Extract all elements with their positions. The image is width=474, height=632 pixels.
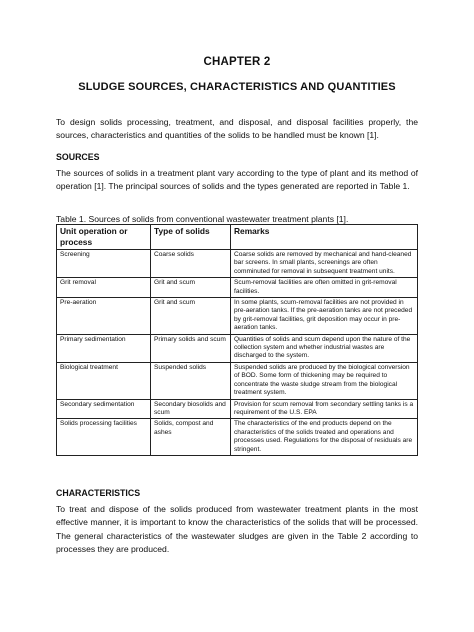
sources-table: [56, 224, 418, 456]
table-cell: Coarse solids: [151, 250, 231, 278]
chapter-title: SLUDGE SOURCES, CHARACTERISTICS AND QUANTITIES: [78, 81, 396, 93]
table-cell: Coarse solids are removed by mechanical and hand-cleaned bar screens. In small plants, screenings are often comminuted for removal in subsequent treatment units.: [231, 250, 418, 278]
table-cell: Grit removal: [57, 278, 151, 298]
table-cell: Quantities of solids and scum depend upon the nature of the collection system and whether industrial wastes are discharged to the system.: [231, 334, 418, 362]
table-cell: Scum-removal facilities are often omitted in grit-removal facilities.: [231, 278, 418, 298]
table-cell: Suspended solids are produced by the biological conversion of BOD. Some form of thickening may be required to concentrate the waste sludge stream from the biological treatment system.: [231, 362, 418, 399]
table-cell: Solids processing facilities: [57, 419, 151, 456]
column-header: Type of solids: [151, 225, 231, 250]
table-row: [57, 334, 418, 362]
table-cell: Primary solids and scum: [151, 334, 231, 362]
characteristics-paragraph: To treat and dispose of the solids produced from wastewater treatment plants in the most effective manner, it is important to know the characteristics of the solids that will be processed. The general characteristics of the wastewater sludges are given in the Table 2 according to processes they are produced.: [56, 504, 418, 555]
table-row: [57, 399, 418, 419]
table-header-row: [57, 225, 418, 250]
table-caption: Table 1. Sources of solids from conventional wastewater treatment plants [1].: [56, 214, 349, 224]
column-header: Remarks: [231, 225, 418, 250]
sources-heading: SOURCES: [56, 152, 100, 162]
table-row: [57, 298, 418, 335]
table-cell: Secondary biosolids and scum: [151, 399, 231, 419]
table-cell: Grit and scum: [151, 298, 231, 335]
table-cell: Primary sedimentation: [57, 334, 151, 362]
characteristics-heading: CHARACTERISTICS: [56, 488, 141, 498]
table-cell: Secondary sedimentation: [57, 399, 151, 419]
sources-paragraph: The sources of solids in a treatment plant vary according to the type of plant and its method of operation [1]. The principal sources of solids and the types generated are reported in Table 1.: [56, 168, 418, 192]
table-cell: Solids, compost and ashes: [151, 419, 231, 456]
table-cell: Biological treatment: [57, 362, 151, 399]
table-cell: The characteristics of the end products depend on the characteristics of the solids treated and operations and processes used. Regulations for the disposal of residuals are stringent.: [231, 419, 418, 456]
table-row: [57, 278, 418, 298]
table-row: [57, 250, 418, 278]
chapter-label: CHAPTER 2: [203, 56, 271, 68]
table-cell: Grit and scum: [151, 278, 231, 298]
table-cell: Screening: [57, 250, 151, 278]
table-cell: Provision for scum removal from secondary settling tanks is a requirement of the U.S. EPA: [231, 399, 418, 419]
table-row: [57, 419, 418, 456]
table-row: [57, 362, 418, 399]
column-header: Unit operation or process: [57, 225, 151, 250]
intro-paragraph: To design solids processing, treatment, and disposal, and disposal facilities properly, the sources, characteristics and quantities of the solids to be handled must be known [1].: [56, 117, 418, 141]
table-cell: Suspended solids: [151, 362, 231, 399]
table-cell: Pre-aeration: [57, 298, 151, 335]
table-cell: In some plants, scum-removal facilities are not provided in pre-aeration tanks. If the pre-aeration tanks are not preceded by grit-removal facilities, grit deposition may occur in pre-aeration tanks.: [231, 298, 418, 335]
